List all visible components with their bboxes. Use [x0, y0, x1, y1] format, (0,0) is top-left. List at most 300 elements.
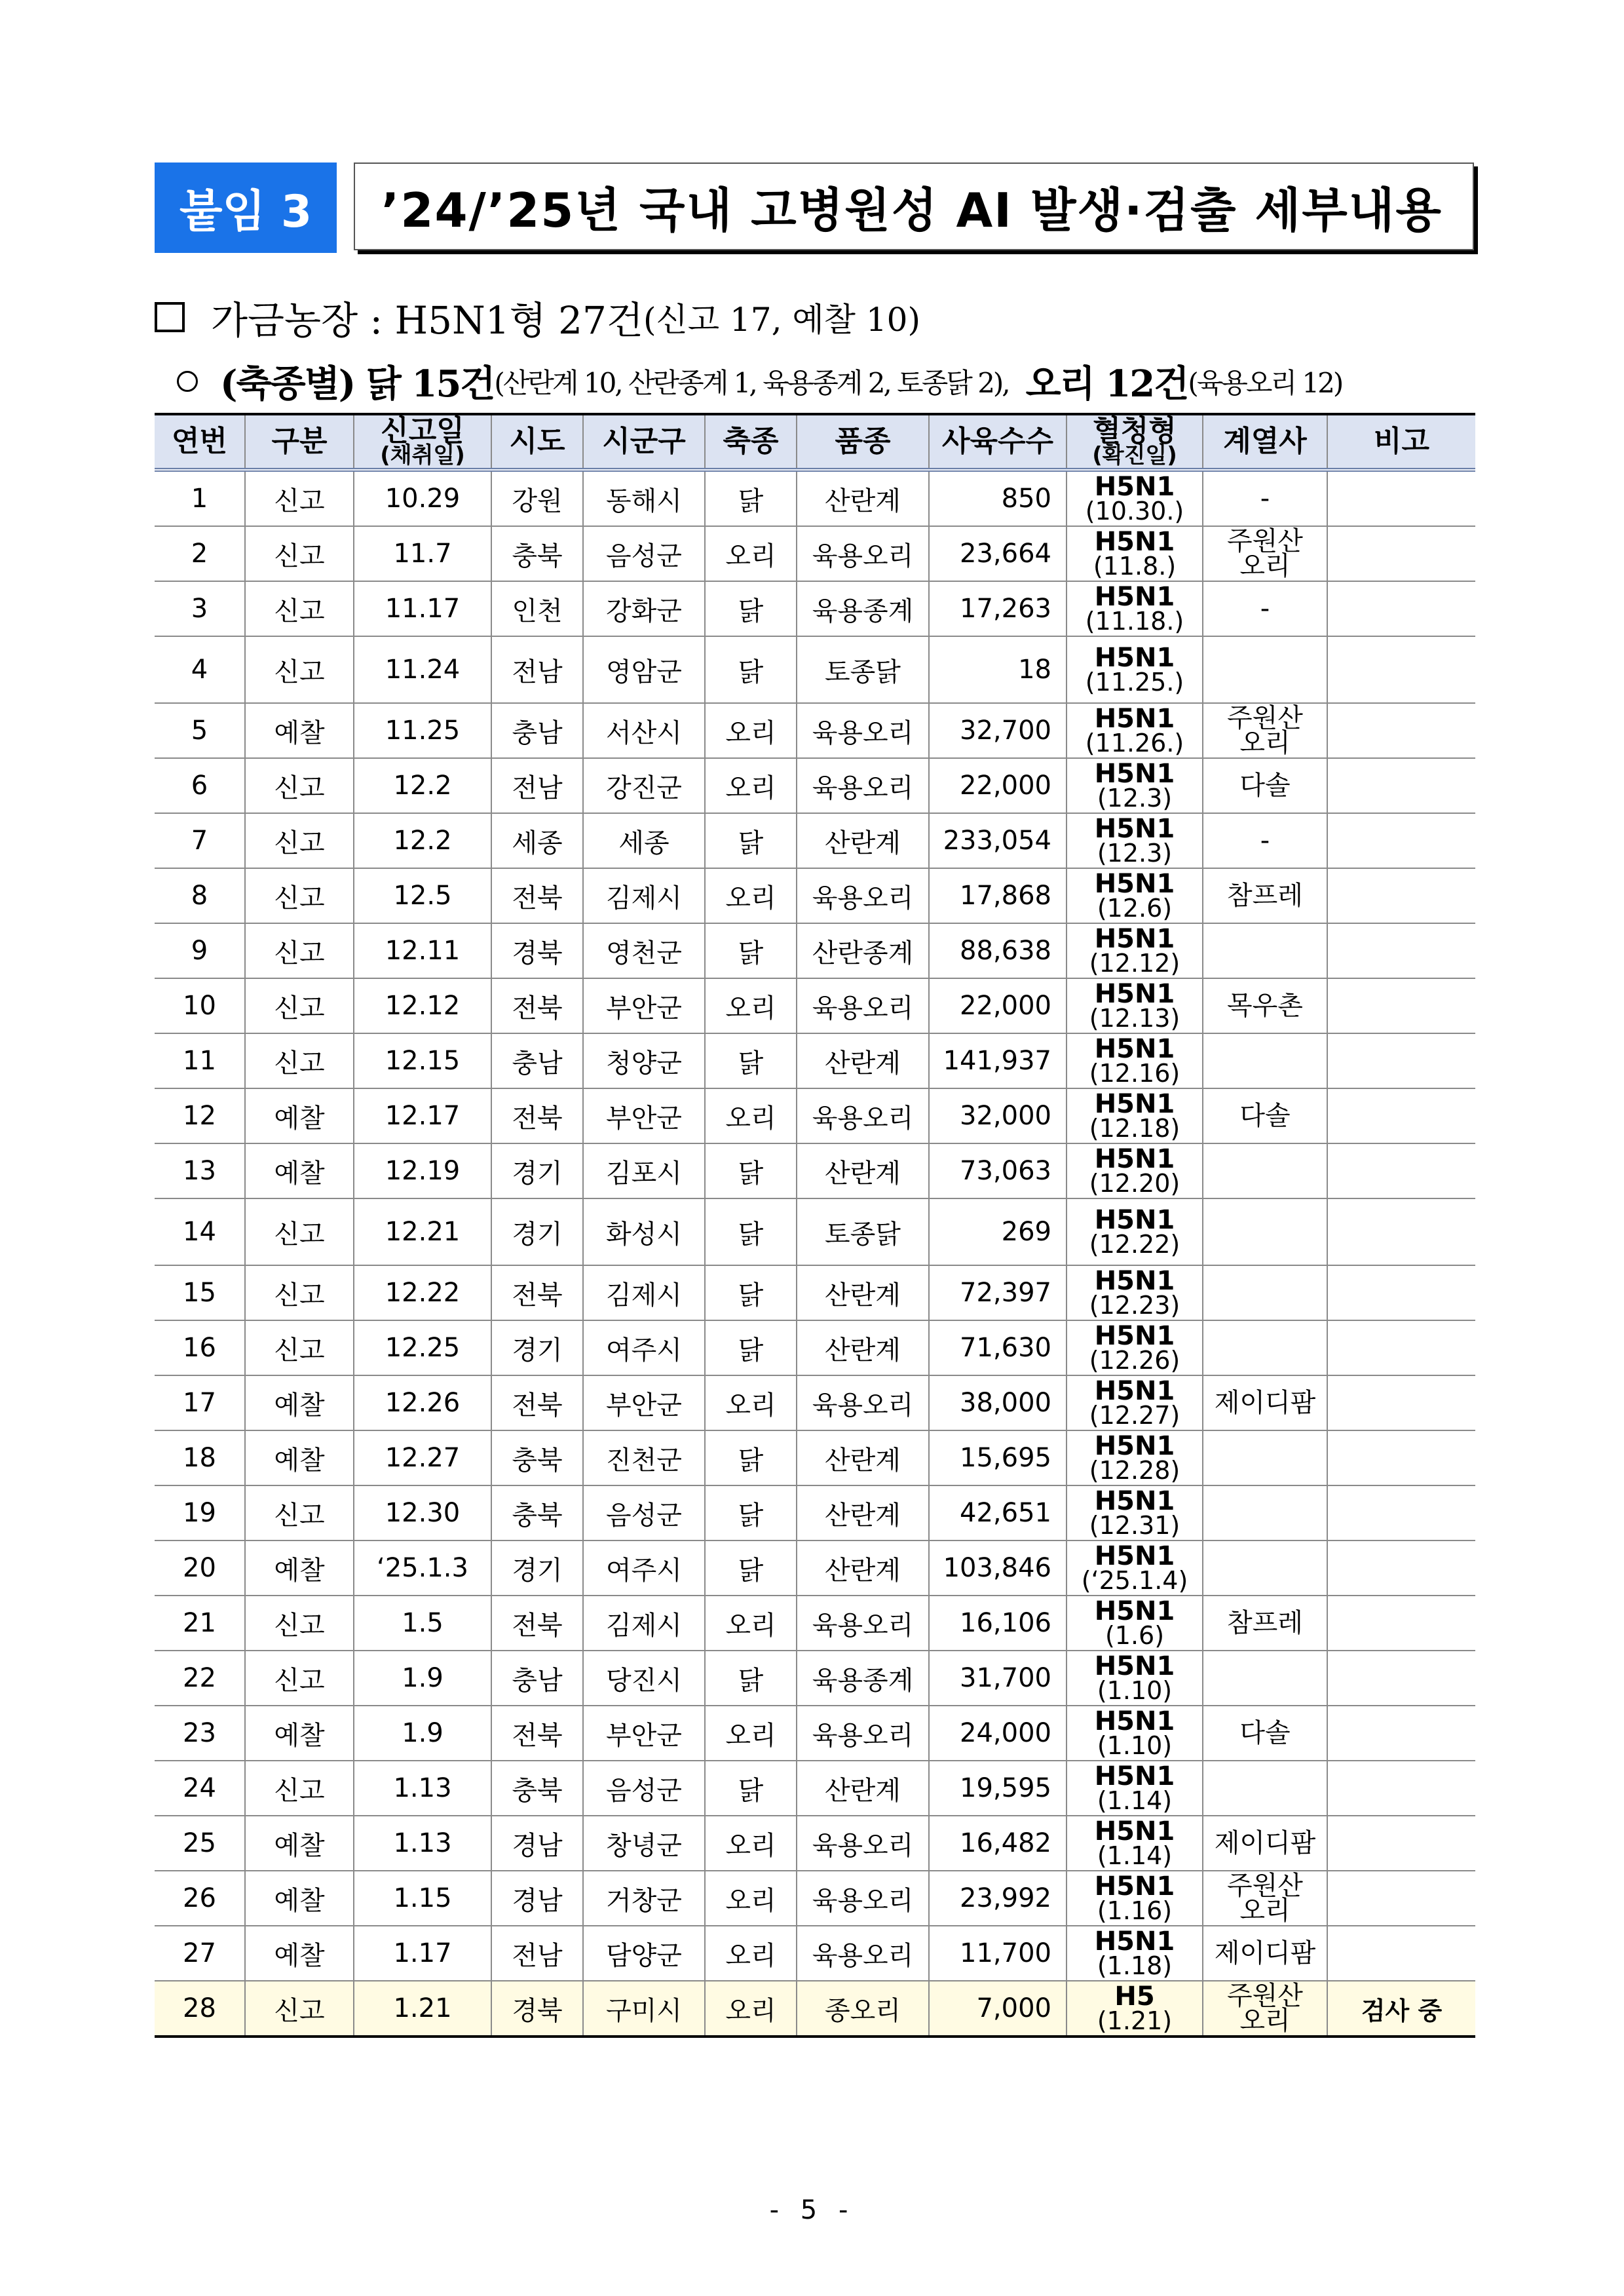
confirm-date: (12.3) — [1097, 838, 1173, 868]
cell-species: 오리 — [705, 1981, 797, 2037]
cell-note — [1327, 1816, 1475, 1871]
cell-date: 12.15 — [354, 1033, 491, 1088]
table-row — [155, 1540, 1475, 1596]
cell-city: 김포시 — [583, 1143, 705, 1198]
confirm-date: (12.12) — [1089, 948, 1180, 978]
cell-no: 23 — [155, 1706, 245, 1761]
cell-count: 23,664 — [929, 526, 1067, 581]
cell-province: 전북 — [491, 1375, 583, 1430]
affiliate-line2: 오리 — [1239, 728, 1291, 758]
cell-no: 12 — [155, 1088, 245, 1143]
table-row — [155, 1706, 1475, 1761]
cell-no: 25 — [155, 1816, 245, 1871]
header-breed: 품종 — [797, 414, 929, 470]
table-row — [155, 868, 1475, 923]
cell-city: 청양군 — [583, 1033, 705, 1088]
confirm-date: (11.25.) — [1085, 667, 1184, 697]
cell-breed: 육용오리 — [797, 978, 929, 1033]
cell-affiliate — [1203, 1706, 1327, 1761]
header-note: 비고 — [1327, 414, 1475, 470]
confirm-date: (11.8.) — [1093, 551, 1177, 581]
cell-type: 신고 — [245, 1596, 354, 1651]
serotype-value: H5N1 — [1094, 1088, 1175, 1119]
cell-breed: 육용오리 — [797, 1816, 929, 1871]
cell-note — [1327, 1320, 1475, 1375]
cell-province: 전남 — [491, 758, 583, 813]
cell-province: 충남 — [491, 1033, 583, 1088]
cell-note — [1327, 1926, 1475, 1981]
cell-city: 영천군 — [583, 923, 705, 978]
serotype-value: H5N1 — [1094, 1706, 1175, 1736]
cell-serotype — [1067, 1596, 1203, 1651]
cell-city: 당진시 — [583, 1651, 705, 1706]
cell-no: 9 — [155, 923, 245, 978]
cell-city: 구미시 — [583, 1981, 705, 2037]
header-serotype-line2: (확진일) — [1092, 442, 1177, 469]
confirm-date: (12.28) — [1089, 1455, 1180, 1485]
cell-province: 전남 — [491, 636, 583, 703]
cell-city: 부안군 — [583, 978, 705, 1033]
cell-type: 예찰 — [245, 1375, 354, 1430]
cell-affiliate — [1203, 1198, 1327, 1265]
cell-species: 오리 — [705, 758, 797, 813]
cell-province: 경남 — [491, 1816, 583, 1871]
cell-species: 오리 — [705, 1871, 797, 1926]
serotype-value: H5N1 — [1094, 1265, 1175, 1296]
cell-type: 신고 — [245, 1651, 354, 1706]
affiliate-line1: - — [1260, 484, 1270, 514]
cell-no: 1 — [155, 470, 245, 526]
affiliate-line2: 오리 — [1239, 551, 1291, 581]
cell-serotype — [1067, 1320, 1203, 1375]
cell-city: 여주시 — [583, 1320, 705, 1375]
confirm-date: (1.16) — [1097, 1896, 1173, 1925]
confirm-date: (1.18) — [1097, 1951, 1173, 1980]
table-row — [155, 1651, 1475, 1706]
cell-type: 예찰 — [245, 1540, 354, 1596]
cell-count: 141,937 — [929, 1033, 1067, 1088]
cell-city: 부안군 — [583, 1088, 705, 1143]
cell-note — [1327, 1430, 1475, 1485]
cell-no: 15 — [155, 1265, 245, 1320]
table-row — [155, 1143, 1475, 1198]
cell-no: 19 — [155, 1485, 245, 1540]
affiliate-line2: 오리 — [1239, 2006, 1291, 2036]
cell-no: 14 — [155, 1198, 245, 1265]
serotype-value: H5N1 — [1094, 1204, 1175, 1235]
cell-city: 강진군 — [583, 758, 705, 813]
cell-no: 8 — [155, 868, 245, 923]
subheading-duck: 오리 12건 — [1025, 362, 1188, 406]
cell-breed: 산란계 — [797, 1761, 929, 1816]
table-row — [155, 526, 1475, 581]
cell-type: 신고 — [245, 1265, 354, 1320]
cell-date: 12.26 — [354, 1375, 491, 1430]
confirm-date: (12.20) — [1089, 1168, 1180, 1198]
cell-serotype — [1067, 1143, 1203, 1198]
cell-breed: 산란종계 — [797, 923, 929, 978]
affiliate-line1: 제이디팜 — [1214, 1938, 1316, 1968]
cell-breed: 산란계 — [797, 1540, 929, 1596]
cell-type: 신고 — [245, 636, 354, 703]
serotype-value: H5N1 — [1094, 923, 1175, 954]
affiliate-line1: 제이디팜 — [1214, 1388, 1316, 1418]
cell-count: 22,000 — [929, 978, 1067, 1033]
cell-province: 충북 — [491, 526, 583, 581]
cell-breed: 산란계 — [797, 1265, 929, 1320]
cell-date: 12.30 — [354, 1485, 491, 1540]
cell-date: 11.7 — [354, 526, 491, 581]
cell-species: 닭 — [705, 1540, 797, 1596]
confirm-date: (1.10) — [1097, 1731, 1173, 1760]
cell-count: 18 — [929, 636, 1067, 703]
document-title: ’24/’25년 국내 고병원성 AI 발생·검출 세부내용 — [354, 163, 1474, 250]
cell-date: 12.2 — [354, 813, 491, 868]
cell-serotype — [1067, 1198, 1203, 1265]
checkbox-square-icon — [155, 302, 185, 332]
cell-province: 경북 — [491, 923, 583, 978]
cell-breed: 육용오리 — [797, 758, 929, 813]
cell-no: 16 — [155, 1320, 245, 1375]
confirm-date: (12.27) — [1089, 1400, 1180, 1430]
cell-serotype — [1067, 1375, 1203, 1430]
serotype-value: H5N1 — [1094, 1871, 1175, 1902]
affiliate-line1: 주원산 — [1227, 1981, 1303, 2011]
cell-species: 닭 — [705, 1143, 797, 1198]
cell-date: 12.22 — [354, 1265, 491, 1320]
cell-city: 담양군 — [583, 1926, 705, 1981]
confirm-date: (‘25.1.4) — [1081, 1565, 1188, 1595]
cell-province: 충남 — [491, 1651, 583, 1706]
cell-affiliate — [1203, 636, 1327, 703]
table-row — [155, 1871, 1475, 1926]
confirm-date: (1.21) — [1097, 2006, 1173, 2035]
cell-species: 닭 — [705, 1651, 797, 1706]
cell-note — [1327, 868, 1475, 923]
cell-date: 10.29 — [354, 470, 491, 526]
cell-breed: 육용오리 — [797, 1375, 929, 1430]
confirm-date: (12.18) — [1089, 1113, 1180, 1143]
affiliate-line1: 다솔 — [1239, 1718, 1291, 1748]
cell-species: 오리 — [705, 1088, 797, 1143]
cell-note — [1327, 1033, 1475, 1088]
cell-serotype — [1067, 581, 1203, 636]
cell-breed: 육용오리 — [797, 1926, 929, 1981]
cell-date: 12.2 — [354, 758, 491, 813]
cell-count: 16,106 — [929, 1596, 1067, 1651]
cell-breed: 육용오리 — [797, 1871, 929, 1926]
cell-affiliate — [1203, 1033, 1327, 1088]
cell-no: 24 — [155, 1761, 245, 1816]
cell-type: 신고 — [245, 526, 354, 581]
table-header-row — [155, 414, 1475, 470]
table-row — [155, 758, 1475, 813]
cell-type: 신고 — [245, 868, 354, 923]
cell-count: 15,695 — [929, 1430, 1067, 1485]
cell-breed: 토종닭 — [797, 1198, 929, 1265]
cell-city: 김제시 — [583, 868, 705, 923]
serotype-value: H5N1 — [1094, 1485, 1175, 1516]
cell-city: 진천군 — [583, 1430, 705, 1485]
cell-serotype — [1067, 470, 1203, 526]
cell-no: 5 — [155, 703, 245, 758]
cell-no: 21 — [155, 1596, 245, 1651]
header-city: 시군구 — [583, 414, 705, 470]
cell-species: 닭 — [705, 1485, 797, 1540]
cell-date: 12.17 — [354, 1088, 491, 1143]
cell-note — [1327, 1198, 1475, 1265]
cell-note — [1327, 1375, 1475, 1430]
cell-note — [1327, 1651, 1475, 1706]
affiliate-line1: - — [1260, 594, 1270, 624]
cell-type: 신고 — [245, 1485, 354, 1540]
table-row — [155, 703, 1475, 758]
circle-bullet-icon — [177, 371, 198, 392]
cell-species: 닭 — [705, 1198, 797, 1265]
cell-breed: 육용오리 — [797, 868, 929, 923]
cell-city: 김제시 — [583, 1596, 705, 1651]
table-row — [155, 1375, 1475, 1430]
cell-date: 12.21 — [354, 1198, 491, 1265]
cell-note — [1327, 1540, 1475, 1596]
cell-city: 부안군 — [583, 1375, 705, 1430]
cell-count: 850 — [929, 470, 1067, 526]
cell-count: 42,651 — [929, 1485, 1067, 1540]
table-row — [155, 581, 1475, 636]
cell-no: 13 — [155, 1143, 245, 1198]
cell-province: 강원 — [491, 470, 583, 526]
cell-count: 16,482 — [929, 1816, 1067, 1871]
header-report-date — [354, 414, 491, 470]
heading-detail: (신고 17, 예찰 10) — [643, 301, 921, 339]
cell-note — [1327, 1265, 1475, 1320]
cell-count: 269 — [929, 1198, 1067, 1265]
serotype-value: H5N1 — [1094, 1761, 1175, 1791]
cell-species: 닭 — [705, 1033, 797, 1088]
cell-affiliate — [1203, 758, 1327, 813]
confirm-date: (12.16) — [1089, 1058, 1180, 1088]
confirm-date: (1.14) — [1097, 1786, 1173, 1815]
cell-no: 7 — [155, 813, 245, 868]
cell-type: 예찰 — [245, 1816, 354, 1871]
cell-note — [1327, 758, 1475, 813]
table-row — [155, 1926, 1475, 1981]
cell-note: 검사 중 — [1327, 1981, 1475, 2037]
cell-count: 7,000 — [929, 1981, 1067, 2037]
cell-affiliate — [1203, 1540, 1327, 1596]
cell-type: 신고 — [245, 470, 354, 526]
cell-affiliate — [1203, 470, 1327, 526]
cell-date: 12.25 — [354, 1320, 491, 1375]
cell-count: 22,000 — [929, 758, 1067, 813]
confirm-date: (12.31) — [1089, 1510, 1180, 1540]
confirm-date: (12.22) — [1089, 1229, 1180, 1259]
cell-province: 경기 — [491, 1540, 583, 1596]
cell-species: 닭 — [705, 636, 797, 703]
confirm-date: (12.6) — [1097, 893, 1173, 923]
confirm-date: (12.23) — [1089, 1290, 1180, 1320]
cell-date: 12.5 — [354, 868, 491, 923]
table-row — [155, 1596, 1475, 1651]
cell-note — [1327, 526, 1475, 581]
serotype-value: H5N1 — [1094, 1430, 1175, 1461]
table-row — [155, 470, 1475, 526]
table-row — [155, 1485, 1475, 1540]
cell-breed: 산란계 — [797, 470, 929, 526]
cell-type: 예찰 — [245, 1926, 354, 1981]
cell-affiliate — [1203, 1143, 1327, 1198]
cell-city: 거창군 — [583, 1871, 705, 1926]
cell-serotype — [1067, 1761, 1203, 1816]
cell-province: 경기 — [491, 1198, 583, 1265]
subheading-chicken-detail: (산란계 10, 산란종계 1, 육용종계 2, 토종닭 2), — [494, 367, 1009, 399]
cell-count: 32,700 — [929, 703, 1067, 758]
cell-type: 신고 — [245, 1198, 354, 1265]
page-number: - 5 - — [769, 2195, 855, 2225]
serotype-value: H5N1 — [1094, 1375, 1175, 1406]
cell-date: 1.9 — [354, 1706, 491, 1761]
affiliate-line1: - — [1260, 826, 1270, 856]
cell-affiliate — [1203, 1430, 1327, 1485]
cell-note — [1327, 1596, 1475, 1651]
cell-breed: 육용종계 — [797, 1651, 929, 1706]
cell-note — [1327, 636, 1475, 703]
cell-type: 예찰 — [245, 1871, 354, 1926]
cell-breed: 육용오리 — [797, 526, 929, 581]
cell-city: 음성군 — [583, 1761, 705, 1816]
cell-breed: 육용오리 — [797, 1088, 929, 1143]
cell-note — [1327, 1088, 1475, 1143]
cell-serotype — [1067, 758, 1203, 813]
cell-date: 12.27 — [354, 1430, 491, 1485]
cell-serotype — [1067, 703, 1203, 758]
table-row — [155, 1430, 1475, 1485]
serotype-value: H5N1 — [1094, 1651, 1175, 1681]
cell-note — [1327, 813, 1475, 868]
cell-count: 38,000 — [929, 1375, 1067, 1430]
cell-city: 음성군 — [583, 1485, 705, 1540]
header-affiliate: 계열사 — [1203, 414, 1327, 470]
affiliate-line1: 제이디팜 — [1214, 1828, 1316, 1858]
header-report-date-line1: 신고일 — [381, 413, 464, 448]
serotype-value: H5N1 — [1094, 813, 1175, 844]
table-row — [155, 978, 1475, 1033]
affiliate-line1: 주원산 — [1227, 526, 1303, 556]
cell-type: 신고 — [245, 813, 354, 868]
cell-no: 2 — [155, 526, 245, 581]
cell-no: 11 — [155, 1033, 245, 1088]
cell-affiliate — [1203, 813, 1327, 868]
cell-province: 전남 — [491, 1926, 583, 1981]
cell-count: 17,263 — [929, 581, 1067, 636]
cell-province: 경기 — [491, 1320, 583, 1375]
affiliate-line2: 오리 — [1239, 1896, 1291, 1926]
cell-no: 3 — [155, 581, 245, 636]
confirm-date: (12.26) — [1089, 1345, 1180, 1375]
confirm-date: (11.26.) — [1085, 728, 1184, 757]
cell-species: 닭 — [705, 581, 797, 636]
serotype-value: H5N1 — [1094, 1816, 1175, 1846]
serotype-value: H5N1 — [1094, 868, 1175, 899]
header-province: 시도 — [491, 414, 583, 470]
cell-province: 충북 — [491, 1485, 583, 1540]
cell-province: 경기 — [491, 1143, 583, 1198]
cell-no: 18 — [155, 1430, 245, 1485]
cell-serotype — [1067, 813, 1203, 868]
cell-species: 닭 — [705, 1265, 797, 1320]
cell-date: 12.12 — [354, 978, 491, 1033]
cell-serotype — [1067, 868, 1203, 923]
cell-type: 예찰 — [245, 1430, 354, 1485]
table-row — [155, 1198, 1475, 1265]
cell-date: 12.11 — [354, 923, 491, 978]
cell-affiliate — [1203, 1375, 1327, 1430]
cell-note — [1327, 1761, 1475, 1816]
cell-province: 충북 — [491, 1761, 583, 1816]
cell-province: 인천 — [491, 581, 583, 636]
confirm-date: (1.10) — [1097, 1675, 1173, 1705]
cell-serotype — [1067, 1430, 1203, 1485]
cell-breed: 육용오리 — [797, 703, 929, 758]
table-row — [155, 636, 1475, 703]
serotype-value: H5N1 — [1094, 581, 1175, 612]
table-row — [155, 1320, 1475, 1375]
cell-affiliate — [1203, 526, 1327, 581]
cell-date: 11.25 — [354, 703, 491, 758]
cell-type: 신고 — [245, 1033, 354, 1088]
confirm-date: (1.14) — [1097, 1841, 1173, 1870]
cell-species: 오리 — [705, 1706, 797, 1761]
cell-type: 신고 — [245, 1761, 354, 1816]
cell-affiliate — [1203, 1871, 1327, 1926]
cell-species: 닭 — [705, 1430, 797, 1485]
cell-date: 1.17 — [354, 1926, 491, 1981]
header-serotype-line1: 혈청형 — [1093, 413, 1177, 448]
cell-city: 창녕군 — [583, 1816, 705, 1871]
cell-species: 오리 — [705, 1596, 797, 1651]
cell-species: 닭 — [705, 1761, 797, 1816]
cell-count: 233,054 — [929, 813, 1067, 868]
cell-affiliate — [1203, 923, 1327, 978]
affiliate-line1: 다솔 — [1239, 771, 1291, 801]
cell-species: 닭 — [705, 1320, 797, 1375]
cell-city: 김제시 — [583, 1265, 705, 1320]
table-row — [155, 1981, 1475, 2037]
cell-no: 4 — [155, 636, 245, 703]
cell-date: 12.19 — [354, 1143, 491, 1198]
cell-serotype — [1067, 1088, 1203, 1143]
cell-affiliate — [1203, 1320, 1327, 1375]
cell-count: 103,846 — [929, 1540, 1067, 1596]
cell-type: 신고 — [245, 923, 354, 978]
cell-date: 1.9 — [354, 1651, 491, 1706]
cell-province: 전북 — [491, 1596, 583, 1651]
cell-species: 오리 — [705, 978, 797, 1033]
cell-breed: 산란계 — [797, 813, 929, 868]
serotype-value: H5N1 — [1094, 1596, 1175, 1626]
cell-serotype — [1067, 1033, 1203, 1088]
affiliate-line1: 주원산 — [1227, 1871, 1303, 1901]
serotype-value: H5N1 — [1094, 758, 1175, 789]
cell-date: 11.17 — [354, 581, 491, 636]
outbreak-table — [155, 413, 1475, 2038]
cell-date: 1.13 — [354, 1816, 491, 1871]
affiliate-line1: 주원산 — [1227, 703, 1303, 733]
cell-affiliate — [1203, 1596, 1327, 1651]
cell-no: 17 — [155, 1375, 245, 1430]
cell-species: 오리 — [705, 868, 797, 923]
cell-date: 1.15 — [354, 1871, 491, 1926]
